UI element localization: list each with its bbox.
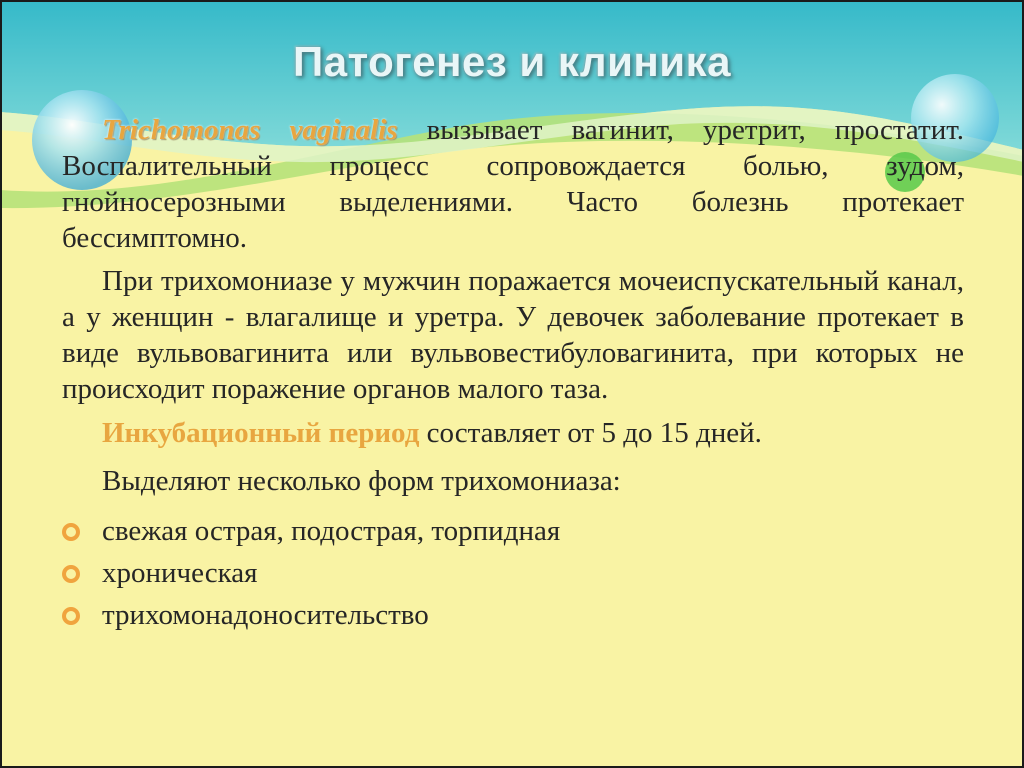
paragraph-incubation: [62, 414, 964, 452]
paragraph-4-text: Выделяют несколько форм трихомониаза:: [102, 465, 621, 497]
ring-bullet-icon: [62, 523, 80, 541]
paragraph-forms: [62, 462, 964, 500]
forms-list: [62, 510, 964, 636]
list-item: [62, 594, 964, 636]
ring-bullet-icon: [62, 565, 80, 583]
list-item-text: трихомонадоносительство: [102, 599, 429, 631]
incubation-label: Инкубационный период: [102, 417, 420, 449]
paragraph-2-text: При трихомониазе у мужчин поражается мочеиспускательный канал, а у женщин - влагалище и уретра. У девочек заболевание протекает в виде вульвовагинита или вульвовестибуловагинита, при которых не происходит поражение органов малого таза.: [62, 265, 964, 405]
slide-content: [62, 112, 964, 636]
paragraph-clinical: [62, 263, 964, 407]
paragraph-1-text: вызывает вагинит, уретрит, простатит. Воспалительный процесс сопровождается болью, зудом, гнойносерозными выделениями. Часто болезнь протекает бессимптомно.: [62, 114, 964, 254]
ring-bullet-icon: [62, 607, 80, 625]
list-item-text: хроническая: [102, 557, 258, 589]
list-item: [62, 510, 964, 552]
paragraph-3-text: составляет от 5 до 15 дней.: [419, 417, 762, 449]
list-item: [62, 552, 964, 594]
latin-name: Trichomonas vaginalis: [102, 114, 398, 146]
slide-title: Патогенез и клиника: [293, 38, 731, 85]
list-item-text: свежая острая, подострая, торпидная: [102, 515, 561, 547]
paragraph-pathogenesis: [62, 112, 964, 256]
